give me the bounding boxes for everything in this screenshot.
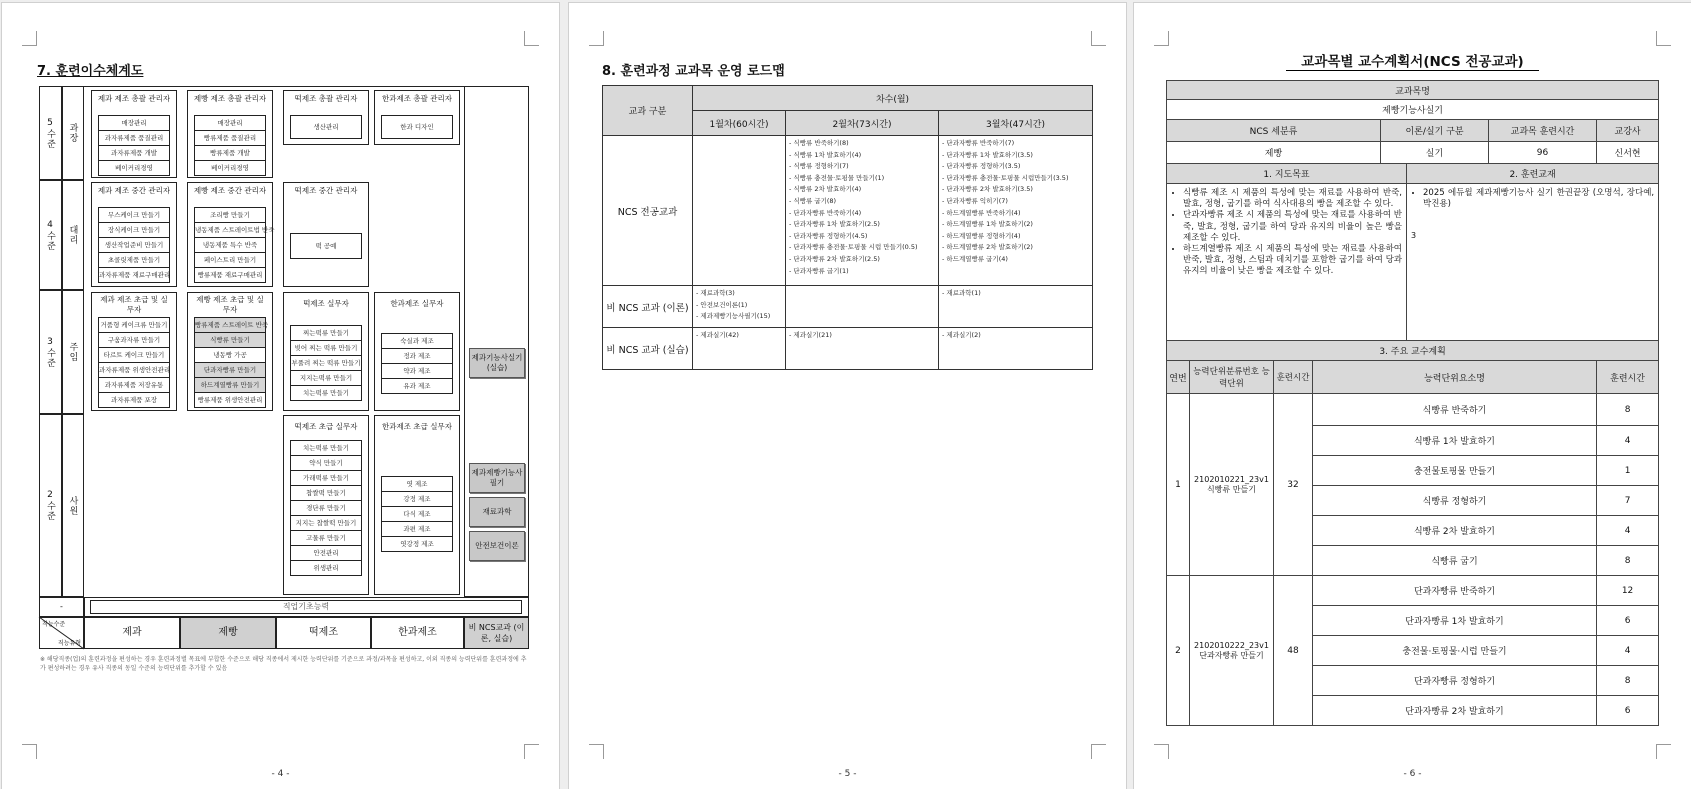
roadmap-item: - 식빵류 1차 발효하기(4) xyxy=(789,150,862,159)
crop-mark xyxy=(1656,31,1671,46)
table-row xyxy=(1167,394,1659,426)
subject-label: 교과목명 xyxy=(1167,81,1659,100)
roadmap-item: - 단과자빵류 충전물·토핑물 시럽 만들기(0.5) xyxy=(789,243,918,252)
basic-ability-label: 직업기초능력 xyxy=(90,600,522,614)
roadmap-item: - 단과자빵류 반죽하기(7) xyxy=(942,139,1015,147)
unit-item: 타르트 케이크 만들기 xyxy=(99,348,169,363)
element-hours: 8 xyxy=(1597,394,1659,426)
element-name: 단과자빵류 정형하기 xyxy=(1313,666,1597,696)
group-heading: 한과제조 실무자 xyxy=(390,299,444,308)
unit-item: 구움과자류 만들기 xyxy=(99,333,169,348)
unit-item: 조리빵 만들기 xyxy=(195,208,265,223)
level-label: 4수준 xyxy=(39,180,62,290)
group-hangwa-general-manager xyxy=(374,90,460,145)
cell-practice-m1 xyxy=(693,328,786,370)
element-hours: 4 xyxy=(1597,426,1659,456)
role-label: 대리 xyxy=(62,180,84,290)
cell-ncs-m2 xyxy=(786,136,939,286)
unit-item: 안전관리 xyxy=(291,546,361,561)
unit-name: 단과자빵류 만들기 xyxy=(1199,650,1264,660)
corner-bottom-label: 직능유형 xyxy=(57,640,81,647)
unit-item: 숙실과 제조 xyxy=(382,334,452,349)
group-pastry-middle-manager xyxy=(91,182,177,287)
unit-list xyxy=(290,325,362,401)
unit-item: 빵류제품 개발 xyxy=(195,146,265,161)
job-type-pastry: 제과 xyxy=(84,617,180,649)
unit-list xyxy=(98,115,170,176)
unit-item: 찌는떡류 만들기 xyxy=(291,326,361,341)
roadmap-item: - 하드계열빵류 1차 발효하기(2) xyxy=(942,220,1033,229)
unit-item: 초콜릿제품 만들기 xyxy=(99,253,169,268)
cell-theory-m1 xyxy=(693,286,786,328)
book-mark: 3 xyxy=(1411,231,1417,241)
unit-item: 한과 디자인 xyxy=(400,123,434,131)
roadmap-item: - 재료과학(3) xyxy=(696,289,735,297)
job-type-hangwa: 한과제조 xyxy=(371,617,464,649)
unit-item: 장식케이크 만들기 xyxy=(99,223,169,238)
unit-item: 가래떡류 만들기 xyxy=(291,471,361,486)
plan-col-no: 연번 xyxy=(1167,361,1190,394)
group-pastry-junior xyxy=(91,292,177,411)
roadmap-item: - 단과자빵류 정형하기(4.5) xyxy=(789,231,868,240)
page-title: 8. 훈련과정 교과목 운영 로드맵 xyxy=(602,64,785,79)
crop-mark xyxy=(1656,744,1671,759)
unit-list xyxy=(290,233,362,259)
element-name: 식빵류 정형하기 xyxy=(1313,486,1597,516)
row-label-ncs: NCS 전공교과 xyxy=(603,136,693,286)
unit-code: 2102010221_23v1 xyxy=(1194,474,1269,484)
unit-no: 1 xyxy=(1167,394,1190,576)
unit-item: 떡 공예 xyxy=(315,242,337,250)
level-label: 5수준 xyxy=(39,86,62,180)
unit-item: 매장관리 xyxy=(195,116,265,131)
header-month-3: 3월차(47시간) xyxy=(939,111,1093,136)
unit-list xyxy=(290,440,362,576)
unit-item: 다식 제조 xyxy=(382,507,452,522)
header-month-2: 2월차(73시간) xyxy=(786,111,939,136)
unit-item: 무스케이크 만들기 xyxy=(99,208,169,223)
plan-col-element: 능력단위요소명 xyxy=(1313,361,1597,394)
unit-item: 페이스트리 만들기 xyxy=(195,253,265,268)
page-title: 교과목별 교수계획서(NCS 전공교과) xyxy=(1301,54,1524,70)
unit-item: 위생관리 xyxy=(313,564,339,572)
goal-item: • 단과자빵류 제조 시 제품의 특성에 맞는 재료를 사용하여 반죽, 발효, 정형, 굽기를 하여 당과 유지의 비율이 높은 빵을 제조할 수 있다. xyxy=(1183,210,1402,244)
roadmap-item: - 식빵류 굽기(8) xyxy=(789,196,837,205)
role-label: 사원 xyxy=(62,414,84,597)
group-heading: 떡제조 실무자 xyxy=(303,299,349,308)
unit-item: 약과 제조 xyxy=(382,364,452,379)
group-heading: 제과 제조 중간 관리자 xyxy=(97,186,171,195)
unit-item: 베이커리경영 xyxy=(211,164,249,172)
table-row xyxy=(1167,576,1659,606)
element-hours: 7 xyxy=(1597,486,1659,516)
unit-item: 과편 제조 xyxy=(382,522,452,537)
roadmap-item: - 단과자빵류 반죽하기(4) xyxy=(789,208,862,217)
unit-list xyxy=(290,115,362,139)
unit-item: 과자류제품 위생안전관리 xyxy=(99,363,169,378)
col-teacher: 교강사 xyxy=(1597,120,1659,142)
goal-cell xyxy=(1167,184,1407,341)
page-number: - 5 - xyxy=(838,769,857,779)
book-item: • 2025 에듀윌 제과제빵기능사 실기 한권끝장 (오명석, 장다예, 박진용) xyxy=(1423,188,1654,210)
unit-item: 과자류제품 품질관리 xyxy=(99,131,169,146)
roadmap-item: - 제과실기(2) xyxy=(942,331,981,339)
plan-col-code: 능력단위분류번호 능력단위 xyxy=(1190,361,1274,394)
group-bread-general-manager xyxy=(187,90,273,178)
role-label: 주임 xyxy=(62,290,84,414)
plan-heading: 3. 주요 교수계획 xyxy=(1167,341,1659,361)
unit-item: 하드계열빵류 만들기 xyxy=(195,378,265,393)
group-heading: 제빵 제조 중간 관리자 xyxy=(193,186,267,195)
title-underline xyxy=(1286,70,1539,71)
roadmap-item: - 식빵류 반죽하기(8) xyxy=(789,139,849,147)
roadmap-item: - 제과실기(42) xyxy=(696,331,739,339)
element-hours: 4 xyxy=(1597,516,1659,546)
crop-mark xyxy=(22,744,37,759)
unit-item: 거품형 케이크류 만들기 xyxy=(99,318,169,333)
unit-item: 고물류 만들기 xyxy=(291,531,361,546)
unit-item: 약식 만들기 xyxy=(291,456,361,471)
unit-item: 빵류제품 위생안전관리 xyxy=(197,396,263,404)
group-heading: 제빵 제조 총괄 관리자 xyxy=(193,94,267,103)
group-ricecake-junior xyxy=(283,292,369,411)
val-hours: 96 xyxy=(1489,142,1597,164)
group-bread-middle-manager xyxy=(187,182,273,287)
unit-list xyxy=(381,115,453,139)
goal-item: • 식빵류 제조 시 제품의 특성에 맞는 재료를 사용하여 반죽, 발효, 정형, 굽기를 하여 식사대용의 빵을 제조할 수 있다. xyxy=(1183,188,1402,210)
col-hours: 교과목 훈련시간 xyxy=(1489,120,1597,142)
book-cell xyxy=(1407,184,1659,341)
unit-item: 단과자빵류 만들기 xyxy=(195,363,265,378)
cell-theory-m2 xyxy=(786,286,939,328)
unit-list xyxy=(194,317,269,408)
side-subject-material: 재료과학 xyxy=(469,497,525,527)
group-heading: 떡제조 초급 실무자 xyxy=(294,422,358,431)
unit-no: 2 xyxy=(1167,576,1190,726)
roadmap-table xyxy=(602,85,1093,370)
roadmap-item: - 단과자빵류 정형하기(3.5) xyxy=(942,162,1021,171)
unit-list xyxy=(98,207,170,283)
element-name: 충전물·토핑물·시럽 만들기 xyxy=(1313,636,1597,666)
unit-list xyxy=(381,333,453,394)
crop-mark xyxy=(1091,31,1106,46)
job-type-ricecake: 떡제조 xyxy=(276,617,371,649)
unit-item: 베이커리경영 xyxy=(115,164,153,172)
roadmap-item: - 하드계열빵류 2차 발효하기(2) xyxy=(942,243,1033,252)
element-name: 단과자빵류 2차 발효하기 xyxy=(1313,696,1597,726)
header-subject-type: 교과 구분 xyxy=(603,86,693,136)
row-label-practice: 비 NCS 교과 (실습) xyxy=(603,328,693,370)
roadmap-item: - 재료과학(1) xyxy=(942,289,981,297)
unit-item: 과자류제품 저장유통 xyxy=(99,378,169,393)
cell-theory-m3 xyxy=(939,286,1093,328)
unit-item: 생산관리 xyxy=(313,123,339,131)
unit-item: 냉동제품 특수 반죽 xyxy=(195,238,265,253)
unit-item: 냉동빵 가공 xyxy=(195,348,265,363)
unit-item: 과자류제품 포장 xyxy=(110,396,158,404)
unit-item: 냉동제품 스트레이트법 반죽 xyxy=(195,223,265,238)
roadmap-item: - 단과자빵류 익히기(7) xyxy=(942,196,1008,205)
roadmap-item: - 제과제빵기능사필기(15) xyxy=(696,312,771,321)
element-hours: 6 xyxy=(1597,606,1659,636)
unit-item: 빵류제품 재료구매관리 xyxy=(197,271,263,279)
roadmap-item: - 단과자빵류 2차 발효하기(2.5) xyxy=(789,254,880,263)
crop-mark xyxy=(589,744,604,759)
roadmap-item: - 하드계열빵류 정형하기(4) xyxy=(942,231,1021,240)
cell-practice-m2 xyxy=(786,328,939,370)
unit-item: 정과 제조 xyxy=(382,349,452,364)
group-heading: 제빵 제조 초급 및 실무자 xyxy=(196,295,264,314)
unit-list xyxy=(194,207,275,283)
document-page-5 xyxy=(569,3,1126,789)
unit-item: 빚어 찌는 떡류 만들기 xyxy=(291,341,361,356)
unit-code-cell xyxy=(1190,576,1274,726)
plan-col-hours: 훈련시간 xyxy=(1274,361,1313,394)
page-title: 7. 훈련이수체계도 xyxy=(37,64,144,79)
val-type: 실기 xyxy=(1381,142,1489,164)
unit-item: 매장관리 xyxy=(99,116,169,131)
unit-item: 식빵류 만들기 xyxy=(195,333,265,348)
goal-item: • 하드계열빵류 제조 시 제품의 특성에 맞는 재료를 사용하여 반죽, 발효, 정형, 스팀과 데치기를 포함한 굽기를 하여 당과 유지의 비율이 낮은 빵을 제조할 수 있다. xyxy=(1183,244,1402,278)
unit-item: 치는떡류 만들기 xyxy=(302,389,350,397)
roadmap-item: - 단과자빵류 굽기(1) xyxy=(789,266,849,275)
element-name: 식빵류 1차 발효하기 xyxy=(1313,426,1597,456)
group-pastry-general-manager xyxy=(91,90,177,178)
group-heading: 떡제조 총괄 관리자 xyxy=(294,94,358,103)
level-label: 3수준 xyxy=(39,290,62,414)
unit-name: 식빵류 만들기 xyxy=(1207,484,1256,494)
page-number: - 6 - xyxy=(1403,769,1422,779)
roadmap-item: - 하드계열빵류 반죽하기(4) xyxy=(942,208,1021,217)
group-heading: 떡제조 중간 관리자 xyxy=(294,186,358,195)
col-type: 이론/실기 구분 xyxy=(1381,120,1489,142)
footnote: ※ 해당직종(업)의 훈련과정을 편성하는 경우 훈련과정별 목표에 부합한 수준으로 해당 직종에서 제시한 능력단위를 기준으로 과정/과목을 편성하고, 이외 직종의 능력단위를 훈련과정에 추가 편성하려는 경우 유사 직종의 동일 수준의 능력단위를 추가할 수 있음 xyxy=(40,656,527,672)
element-hours: 8 xyxy=(1597,666,1659,696)
crop-mark xyxy=(524,744,539,759)
unit-item: 엿강정 제조 xyxy=(400,540,434,548)
cell-practice-m3 xyxy=(939,328,1093,370)
cell-ncs-m1 xyxy=(693,136,786,286)
element-hours: 8 xyxy=(1597,546,1659,576)
element-name: 식빵류 반죽하기 xyxy=(1313,394,1597,426)
roadmap-item: - 제과실기(21) xyxy=(789,331,832,339)
row-label-theory: 비 NCS 교과 (이론) xyxy=(603,286,693,328)
crop-mark xyxy=(589,31,604,46)
group-heading: 제과 제조 초급 및 실무자 xyxy=(100,295,168,314)
unit-item: 찹쌀떡 만들기 xyxy=(291,486,361,501)
group-bread-junior xyxy=(187,292,273,411)
roadmap-item: - 단과자빵류 1차 발효하기(3.5) xyxy=(942,150,1033,159)
element-hours: 1 xyxy=(1597,456,1659,486)
lesson-plan-table xyxy=(1166,80,1659,726)
unit-hours: 32 xyxy=(1274,394,1313,576)
roadmap-item: - 안전보건이론(1) xyxy=(696,300,748,309)
element-hours: 6 xyxy=(1597,696,1659,726)
unit-item: 생산작업준비 만들기 xyxy=(99,238,169,253)
unit-item: 경단류 만들기 xyxy=(291,501,361,516)
plan-col-element-hours: 훈련시간 xyxy=(1597,361,1659,394)
element-name: 단과자빵류 반죽하기 xyxy=(1313,576,1597,606)
unit-item: 유과 제조 xyxy=(403,382,431,390)
group-ricecake-middle-manager xyxy=(283,182,369,287)
crop-mark xyxy=(524,31,539,46)
document-page-4 xyxy=(2,3,559,789)
unit-item: 지지는떡류 만들기 xyxy=(291,371,361,386)
unit-list xyxy=(194,115,266,176)
val-teacher: 신서현 xyxy=(1597,142,1659,164)
basic-row-mark: - xyxy=(39,597,84,617)
unit-item: 부풀려 찌는 떡류 만들기 xyxy=(291,356,361,371)
unit-item: 과자류제품 재료구매관리 xyxy=(99,271,171,279)
element-name: 식빵류 2차 발효하기 xyxy=(1313,516,1597,546)
group-heading: 한과제조 총괄 관리자 xyxy=(382,94,452,103)
unit-item: 과자류제품 개발 xyxy=(99,146,169,161)
job-type-bread: 제빵 xyxy=(180,617,276,649)
element-hours: 12 xyxy=(1597,576,1659,606)
group-heading: 한과제조 초급 실무자 xyxy=(382,422,452,431)
roadmap-item: - 하드계열빵류 굽기(4) xyxy=(942,254,1008,263)
side-subject-written: 제과제빵기능사 필기 xyxy=(469,463,525,493)
goal-heading: 1. 지도목표 xyxy=(1167,164,1407,184)
group-hangwa-entry xyxy=(374,415,460,595)
page-number: - 4 - xyxy=(271,769,290,779)
crop-mark xyxy=(1091,744,1106,759)
unit-hours: 48 xyxy=(1274,576,1313,726)
roadmap-item: - 단과자빵류 1차 발효하기(2.5) xyxy=(789,220,880,229)
side-subject-safety: 안전보건이론 xyxy=(469,531,525,561)
col-ncs: NCS 세분류 xyxy=(1167,120,1381,142)
role-label: 과장 xyxy=(62,86,84,180)
element-name: 충전물토핑물 만들기 xyxy=(1313,456,1597,486)
unit-list xyxy=(381,476,453,552)
roadmap-item: - 식빵류 정형하기(7) xyxy=(789,162,849,171)
job-type-non-ncs: 비 NCS교과 (이론, 실습) xyxy=(464,617,529,649)
crop-mark xyxy=(22,31,37,46)
unit-item: 지지는 찹쌀떡 만들기 xyxy=(291,516,361,531)
unit-item: 빵류제품 스트레이트 반죽 xyxy=(195,318,265,333)
unit-item: 빵류제품 품질관리 xyxy=(195,131,265,146)
cell-ncs-m3 xyxy=(939,136,1093,286)
unit-list xyxy=(98,317,170,408)
header-month-group: 차수(월) xyxy=(693,86,1093,111)
group-heading: 제과 제조 총괄 관리자 xyxy=(97,94,171,103)
crop-mark xyxy=(1154,31,1169,46)
subject-name: 제빵기능사실기 xyxy=(1167,100,1659,120)
roadmap-item: - 식빵류 2차 발효하기(4) xyxy=(789,185,862,194)
element-name: 식빵류 굽기 xyxy=(1313,546,1597,576)
side-subject-practical: 제과기능사실기 (실습) xyxy=(469,348,525,378)
unit-item: 엿 제조 xyxy=(382,477,452,492)
roadmap-item: - 단과자빵류 충전물·토핑물 시럽만들기(3.5) xyxy=(942,173,1069,182)
val-ncs: 제빵 xyxy=(1167,142,1381,164)
job-row-corner xyxy=(39,617,84,649)
header-month-1: 1월차(60시간) xyxy=(693,111,786,136)
unit-item: 강정 제조 xyxy=(382,492,452,507)
element-name: 단과자빵류 1차 발효하기 xyxy=(1313,606,1597,636)
roadmap-item: - 식빵류 충전물·토핑물 만들기(1) xyxy=(789,173,885,182)
group-hangwa-junior xyxy=(374,292,460,411)
unit-code: 2102010222_23v1 xyxy=(1194,640,1269,650)
element-hours: 4 xyxy=(1597,636,1659,666)
group-ricecake-general-manager xyxy=(283,90,369,145)
unit-code-cell xyxy=(1190,394,1274,576)
document-page-6 xyxy=(1134,3,1691,789)
crop-mark xyxy=(1154,744,1169,759)
unit-item: 치는떡류 만들기 xyxy=(291,441,361,456)
corner-top-label: 직능수준 xyxy=(42,621,66,628)
book-heading: 2. 훈련교재 xyxy=(1407,164,1659,184)
level-label: 2수준 xyxy=(39,414,62,597)
roadmap-item: - 단과자빵류 2차 발효하기(3.5) xyxy=(942,185,1033,194)
group-ricecake-entry xyxy=(283,415,369,595)
